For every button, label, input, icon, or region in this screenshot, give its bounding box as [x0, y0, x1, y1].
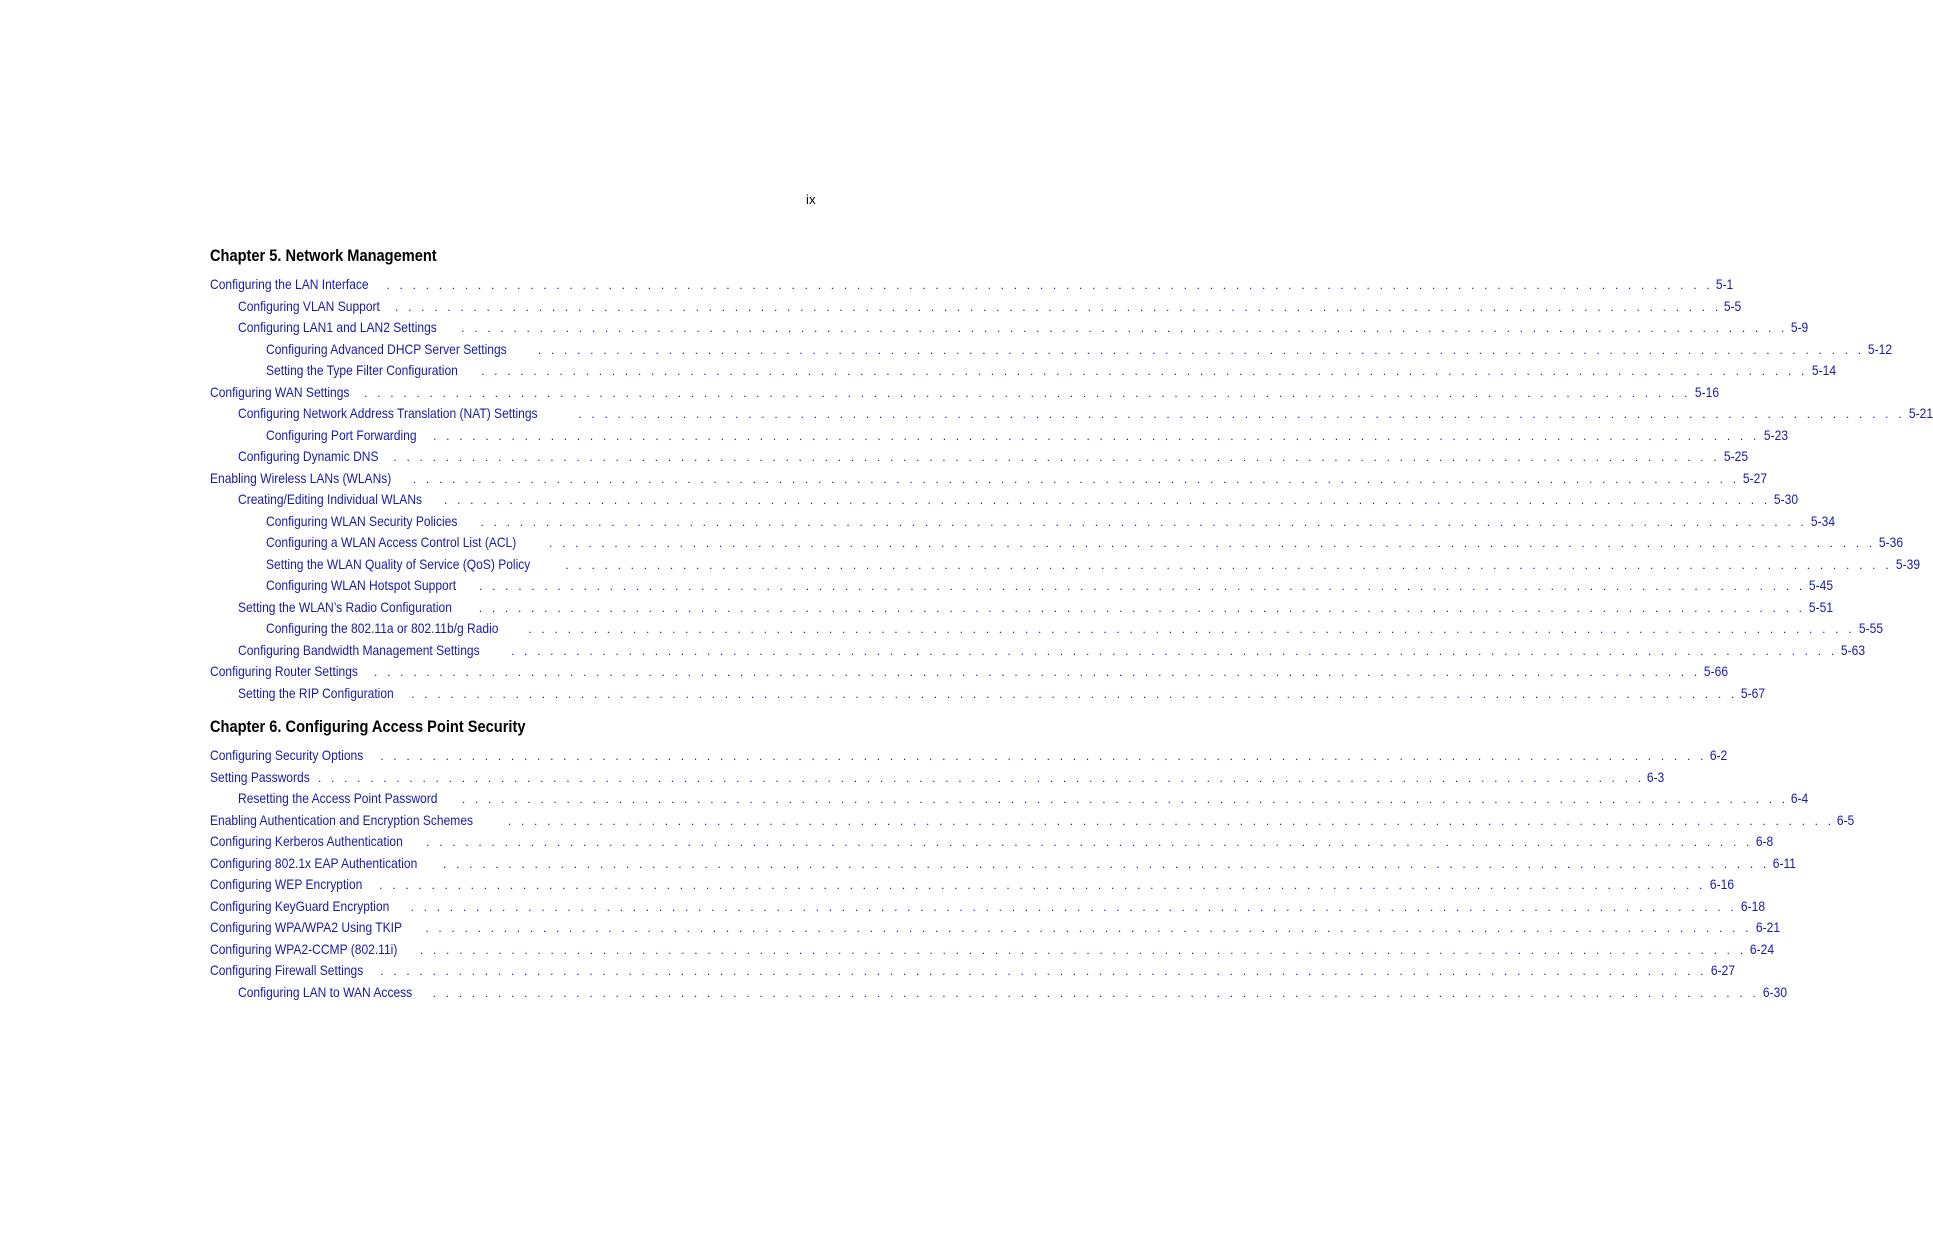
toc-entry[interactable]: [210, 446, 1748, 468]
toc-entry[interactable]: [210, 767, 1665, 789]
dot-leader: . . . . . . . . . . . . . . . . . . . . . . . . . . . . . . . . . . . . . . . . . . . . . . . . . . . . . . . . . . . . . . . . . . . . . . . . . . . . . . . . . . . . . . . . . . . . . . . . . . . . . .: [386, 278, 1713, 292]
dot-leader: . . . . . . . . . . . . . . . . . . . . . . . . . . . . . . . . . . . . . . . . . . . . . . . . . . . . . . . . . . . . . . . . . . . . . . . . . . . . . . . . . . . . . . . . . . . . . . . . . . . . . .: [461, 792, 1789, 806]
toc-entry-title[interactable]: Configuring LAN to WAN Access: [238, 983, 413, 1000]
toc-entry[interactable]: [210, 960, 1735, 982]
dot-leader: . . . . . . . . . . . . . . . . . . . . . . . . . . . . . . . . . . . . . . . . . . . . . . . . . . . . . . . . . . . . . . . . . . . . . . . . . . . . . . . . . . . . . . . . . . . . . . . . . . . . . .: [507, 813, 1835, 828]
toc-entry-title[interactable]: Configuring Advanced DHCP Server Settings: [266, 340, 507, 357]
page-number: ix: [806, 192, 816, 207]
toc-entry-page[interactable]: 5-36: [1879, 534, 1904, 550]
toc-entry-page[interactable]: 6-16: [1709, 876, 1734, 892]
toc-entry[interactable]: [210, 403, 1933, 425]
toc-entry-page[interactable]: 5-34: [1810, 512, 1835, 529]
dot-leader: . . . . . . . . . . . . . . . . . . . . . . . . . . . . . . . . . . . . . . . . . . . . . . . . . . . . . . . . . . . . . . . . . . . . . . . . . . . . . . . . . . . . . . . . . . . . . . . . . . . . . .: [537, 342, 1865, 357]
toc-entry-title[interactable]: Setting the Type Filter Configuration: [266, 362, 458, 378]
toc-entry[interactable]: [210, 810, 1855, 832]
dot-leader: . . . . . . . . . . . . . . . . . . . . . . . . . . . . . . . . . . . . . . . . . . . . . . . . . . . . . . . . . . . . . . . . . . . . . . . . . . . . . . . . . . . . . . . . . . . . . . . . . . . . . .: [426, 835, 1753, 849]
toc-entry-title[interactable]: Configuring Dynamic DNS: [238, 448, 379, 464]
toc-entry[interactable]: [210, 425, 1788, 447]
dot-leader: . . . . . . . . . . . . . . . . . . . . . . . . . . . . . . . . . . . . . . . . . . . . . . . . . . . . . . . . . . . . . . . . . . . . . . . . . . . . . . . . . . . . . . . . . . . . . . . . . . . . . .: [479, 579, 1806, 593]
toc-entry[interactable]: [210, 939, 1775, 961]
toc-entry-page[interactable]: 5-51: [1809, 598, 1834, 615]
dot-leader: . . . . . . . . . . . . . . . . . . . . . . . . . . . . . . . . . . . . . . . . . . . . . . . . . . . . . . . . . . . . . . . . . . . . . . . . . . . . . . . . . . . . . . . . . . . . . . . . . . . . . .: [410, 899, 1737, 914]
dot-leader: . . . . . . . . . . . . . . . . . . . . . . . . . . . . . . . . . . . . . . . . . . . . . . . . . . . . . . . . . . . . . . . . . . . . . . . . . . . . . . . . . . . . . . . . . . . . . . . . . . . . . .: [528, 622, 1855, 636]
toc-entry[interactable]: [210, 339, 1893, 361]
toc-entry-page[interactable]: 6-4: [1791, 790, 1809, 806]
toc-entry-page[interactable]: 6-3: [1647, 768, 1665, 785]
toc-entry[interactable]: [210, 896, 1765, 918]
toc-entry-title[interactable]: Configuring the 802.11a or 802.11b/g Radio: [266, 620, 499, 636]
dot-leader: . . . . . . . . . . . . . . . . . . . . . . . . . . . . . . . . . . . . . . . . . . . . . . . . . . . . . . . . . . . . . . . . . . . . . . . . . . . . . . . . . . . . . . . . . . . . . . . . . . . . . .: [395, 299, 1722, 314]
dot-leader: . . . . . . . . . . . . . . . . . . . . . . . . . . . . . . . . . . . . . . . . . . . . . . . . . . . . . . . . . . . . . . . . . . . . . . . . . . . . . . . . . . . . . . . . . . . . . . . . . . . . . .: [411, 686, 1738, 701]
dot-leader: . . . . . . . . . . . . . . . . . . . . . . . . . . . . . . . . . . . . . . . . . . . . . . . . . . . . . . . . . . . . . . . . . . . . . . . . . . . . . . . . . . . . . . . . . . . . . . . . . . . . . .: [379, 878, 1706, 892]
toc-entry-page[interactable]: 5-9: [1790, 319, 1808, 335]
toc-entry-title[interactable]: Configuring LAN1 and LAN2 Settings: [238, 319, 437, 335]
toc-entry[interactable]: [210, 532, 1904, 554]
toc-entry-page[interactable]: 5-67: [1741, 684, 1766, 701]
toc-entry-title[interactable]: Configuring 802.1x EAP Authentication: [210, 854, 418, 871]
toc-entry-page[interactable]: 5-30: [1774, 491, 1799, 507]
toc-entry-title[interactable]: Configuring the LAN Interface: [210, 276, 369, 292]
dot-leader: . . . . . . . . . . . . . . . . . . . . . . . . . . . . . . . . . . . . . . . . . . . . . . . . . . . . . . . . . . . . . . . . . . . . . . . . . . . . . . . . . . . . . . . . . . . . . . . . . . . . . .: [578, 407, 1905, 421]
toc-entry-title[interactable]: Configuring Firewall Settings: [210, 962, 364, 978]
dot-leader: . . . . . . . . . . . . . . . . . . . . . . . . . . . . . . . . . . . . . . . . . . . . . . . . . . . . . . . . . . . . . . . . . . . . . . . . . . . . . . . . . . . . . . . . . . . . . . . . . . . . . .: [380, 964, 1707, 978]
toc-entry[interactable]: [210, 511, 1835, 533]
toc-entry-title[interactable]: Configuring WAN Settings: [210, 383, 350, 400]
toc-entry[interactable]: [210, 640, 1866, 662]
dot-leader: . . . . . . . . . . . . . . . . . . . . . . . . . . . . . . . . . . . . . . . . . . . . . . . . . . . . . . . . . . . . . . . . . . . . . . . . . . . . . . . . . . . . . . . . . . . . . . . . . . . . . .: [419, 942, 1747, 957]
toc-entry-title[interactable]: Configuring WPA2-CCMP (802.11i): [210, 940, 398, 957]
toc-entry[interactable]: [210, 745, 1727, 767]
toc-entry-title[interactable]: Configuring VLAN Support: [238, 297, 380, 314]
chapter-5-toc: [210, 274, 1933, 704]
toc-entry[interactable]: [210, 788, 1809, 810]
toc-entry[interactable]: [210, 683, 1766, 705]
toc-entry-page[interactable]: 5-66: [1704, 663, 1729, 679]
dot-leader: . . . . . . . . . . . . . . . . . . . . . . . . . . . . . . . . . . . . . . . . . . . . . . . . . . . . . . . . . . . . . . . . . . . . . . . . . . . . . . . . . . . . . . . . . . . . . . . . . . . . . .: [432, 985, 1759, 1000]
toc-entry-title[interactable]: Configuring Network Address Translation (NAT) Settings: [238, 405, 538, 421]
toc-entry-page[interactable]: 6-27: [1710, 962, 1735, 978]
dot-leader: . . . . . . . . . . . . . . . . . . . . . . . . . . . . . . . . . . . . . . . . . . . . . . . . . . . . . . . . . . . . . . . . . . . . . . . . . . . . . . . . . . . . . . . . . . . . . . . . . . . . . .: [565, 557, 1892, 572]
toc-entry-title[interactable]: Setting the WLAN Quality of Service (QoS) Policy: [266, 555, 531, 572]
toc-entry-page[interactable]: 5-63: [1841, 641, 1866, 658]
toc-entry-page[interactable]: 6-5: [1837, 811, 1855, 828]
toc-entry-page[interactable]: 5-1: [1715, 276, 1734, 292]
toc-entry[interactable]: [210, 489, 1799, 511]
toc-entry-title[interactable]: Enabling Authentication and Encryption Schemes: [210, 811, 474, 828]
toc-entry-title[interactable]: Enabling Wireless LANs (WLANs): [210, 469, 392, 486]
toc-entry-title[interactable]: Configuring Security Options: [210, 747, 364, 763]
toc-entry[interactable]: [210, 874, 1734, 896]
dot-leader: . . . . . . . . . . . . . . . . . . . . . . . . . . . . . . . . . . . . . . . . . . . . . . . . . . . . . . . . . . . . . . . . . . . . . . . . . . . . . . . . . . . . . . . . . . . . . . . . . . . . . .: [433, 428, 1760, 443]
dot-leader: . . . . . . . . . . . . . . . . . . . . . . . . . . . . . . . . . . . . . . . . . . . . . . . . . . . . . . . . . . . . . . . . . . . . . . . . . . . . . . . . . . . . . . . . . . . . . . . . . . . . . .: [374, 665, 1701, 679]
toc-entry-title[interactable]: Configuring KeyGuard Encryption: [210, 897, 390, 914]
dot-leader: . . . . . . . . . . . . . . . . . . . . . . . . . . . . . . . . . . . . . . . . . . . . . . . . . . . . . . . . . . . . . . . . . . . . . . . . . . . . . . . . . . . . . . . . . . . . . . . . . . . . . .: [443, 856, 1770, 871]
toc-entry-title[interactable]: Configuring Bandwidth Management Settings: [238, 641, 480, 658]
toc-entry-title[interactable]: Creating/Editing Individual WLANs: [238, 491, 423, 507]
toc-entry[interactable]: [210, 468, 1768, 490]
dot-leader: . . . . . . . . . . . . . . . . . . . . . . . . . . . . . . . . . . . . . . . . . . . . . . . . . . . . . . . . . . . . . . . . . . . . . . . . . . . . . . . . . . . . . . . . . . . . . . . . . . . . . .: [444, 493, 1771, 507]
toc-entry-title[interactable]: Setting the RIP Configuration: [238, 684, 394, 701]
dot-leader: . . . . . . . . . . . . . . . . . . . . . . . . . . . . . . . . . . . . . . . . . . . . . . . . . . . . . . . . . . . . . . . . . . . . . . . . . . . . . . . . . . . . . . . . . . . . . . . . . . . . . .: [380, 749, 1707, 763]
toc-entry-title[interactable]: Configuring a WLAN Access Control List (ACL): [266, 534, 517, 550]
toc-entry[interactable]: [210, 917, 1780, 939]
toc-entry-page[interactable]: 6-8: [1755, 833, 1773, 849]
toc-entry-title[interactable]: Configuring WLAN Security Policies: [266, 512, 458, 529]
toc-entry[interactable]: [210, 853, 1797, 875]
toc-entry-title[interactable]: Configuring WLAN Hotspot Support: [266, 577, 457, 593]
toc-entry-page[interactable]: 5-25: [1723, 448, 1748, 464]
toc-entry-page[interactable]: 6-21: [1755, 919, 1780, 935]
toc-entry-title[interactable]: Configuring Kerberos Authentication: [210, 833, 403, 849]
toc-entry-title[interactable]: Configuring Router Settings: [210, 663, 358, 679]
toc-entry-title[interactable]: Setting the WLAN’s Radio Configuration: [238, 598, 452, 615]
dot-leader: . . . . . . . . . . . . . . . . . . . . . . . . . . . . . . . . . . . . . . . . . . . . . . . . . . . . . . . . . . . . . . . . . . . . . . . . . . . . . . . . . . . . . . . . . . . . . . . . . . . . . .: [549, 536, 1876, 550]
toc-entry[interactable]: [210, 274, 1734, 296]
toc-entry-title[interactable]: Resetting the Access Point Password: [238, 790, 438, 806]
toc-entry-page[interactable]: 5-5: [1724, 297, 1742, 314]
toc-entry[interactable]: [210, 618, 1883, 640]
dot-leader: . . . . . . . . . . . . . . . . . . . . . . . . . . . . . . . . . . . . . . . . . . . . . . . . . . . . . . . . . . . . . . . . . . . . . . . . . . . . . . . . . . . . . . . . . . . . . . . . . . . . . .: [510, 643, 1838, 658]
dot-leader: . . . . . . . . . . . . . . . . . . . . . . . . . . . . . . . . . . . . . . . . . . . . . . . . . . . . . . . . . . . . . . . . . . . . . . . . . . . . . . . . . . . . . . . . . . . . . . . . . . . . . .: [364, 385, 1691, 400]
toc-entry-page[interactable]: 6-24: [1750, 940, 1775, 957]
toc-entry[interactable]: [210, 982, 1787, 1004]
toc-entry[interactable]: [210, 661, 1729, 683]
dot-leader: . . . . . . . . . . . . . . . . . . . . . . . . . . . . . . . . . . . . . . . . . . . . . . . . . . . . . . . . . . . . . . . . . . . . . . . . . . . . . . . . . . . . . . . . . . . . . . . . . . . . . .: [478, 600, 1806, 615]
toc-entry-title[interactable]: Setting Passwords: [210, 768, 310, 785]
toc-entry[interactable]: [210, 831, 1773, 853]
toc-entry-page[interactable]: 5-21: [1908, 405, 1933, 421]
toc-entry[interactable]: [210, 296, 1742, 318]
toc-entry-page[interactable]: 6-2: [1709, 747, 1727, 763]
toc-entry-title[interactable]: Configuring WPA/WPA2 Using TKIP: [210, 919, 403, 935]
dot-leader: . . . . . . . . . . . . . . . . . . . . . . . . . . . . . . . . . . . . . . . . . . . . . . . . . . . . . . . . . . . . . . . . . . . . . . . . . . . . . . . . . . . . . . . . . . . . . . . . . . . . . .: [425, 921, 1752, 935]
toc-entry-page[interactable]: 6-11: [1773, 854, 1797, 871]
chapter-6-heading: Chapter 6. Configuring Access Point Security: [210, 717, 526, 736]
toc-entry-page[interactable]: 5-27: [1743, 469, 1768, 486]
chapter-6-toc: [210, 745, 1855, 1003]
toc-entry[interactable]: [210, 360, 1836, 382]
toc-entry-page[interactable]: 5-16: [1694, 383, 1719, 400]
dot-leader: . . . . . . . . . . . . . . . . . . . . . . . . . . . . . . . . . . . . . . . . . . . . . . . . . . . . . . . . . . . . . . . . . . . . . . . . . . . . . . . . . . . . . . . . . . . . . . . . . . . . . .: [412, 471, 1740, 486]
toc-entry-page[interactable]: 5-12: [1868, 340, 1893, 357]
toc-entry[interactable]: [210, 575, 1834, 597]
dot-leader: . . . . . . . . . . . . . . . . . . . . . . . . . . . . . . . . . . . . . . . . . . . . . . . . . . . . . . . . . . . . . . . . . . . . . . . . . . . . . . . . . . . . . . . . . . . . . . . . . . . . . .: [393, 450, 1720, 464]
toc-entry-page[interactable]: 5-14: [1811, 362, 1836, 378]
toc-entry[interactable]: [210, 382, 1719, 404]
toc-entry-page[interactable]: 5-45: [1809, 577, 1834, 593]
toc-entry[interactable]: [210, 554, 1920, 576]
toc-entry-page[interactable]: 6-18: [1740, 897, 1765, 914]
dot-leader: . . . . . . . . . . . . . . . . . . . . . . . . . . . . . . . . . . . . . . . . . . . . . . . . . . . . . . . . . . . . . . . . . . . . . . . . . . . . . . . . . . . . . . . . . . . . . . . . . . . . . .: [480, 514, 1807, 529]
toc-entry[interactable]: [210, 317, 1808, 339]
toc-entry-title[interactable]: Configuring WEP Encryption: [210, 876, 363, 892]
toc-entry-page[interactable]: 5-23: [1763, 426, 1788, 443]
dot-leader: . . . . . . . . . . . . . . . . . . . . . . . . . . . . . . . . . . . . . . . . . . . . . . . . . . . . . . . . . . . . . . . . . . . . . . . . . . . . . . . . . . . . . . . . . . . . . . . . . . . . . .: [461, 321, 1788, 335]
toc-entry[interactable]: [210, 597, 1834, 619]
toc-entry-page[interactable]: 5-39: [1895, 555, 1920, 572]
toc-entry-page[interactable]: 6-30: [1762, 983, 1787, 1000]
dot-leader: . . . . . . . . . . . . . . . . . . . . . . . . . . . . . . . . . . . . . . . . . . . . . . . . . . . . . . . . . . . . . . . . . . . . . . . . . . . . . . . . . . . . . . . . . . . . . . . . . . . . . .: [317, 770, 1645, 785]
toc-entry-title[interactable]: Configuring Port Forwarding: [266, 426, 417, 443]
dot-leader: . . . . . . . . . . . . . . . . . . . . . . . . . . . . . . . . . . . . . . . . . . . . . . . . . . . . . . . . . . . . . . . . . . . . . . . . . . . . . . . . . . . . . . . . . . . . . . . . . . . . . .: [481, 364, 1808, 378]
chapter-5-heading: Chapter 5. Network Management: [210, 246, 437, 265]
toc-entry-page[interactable]: 5-55: [1858, 620, 1883, 636]
